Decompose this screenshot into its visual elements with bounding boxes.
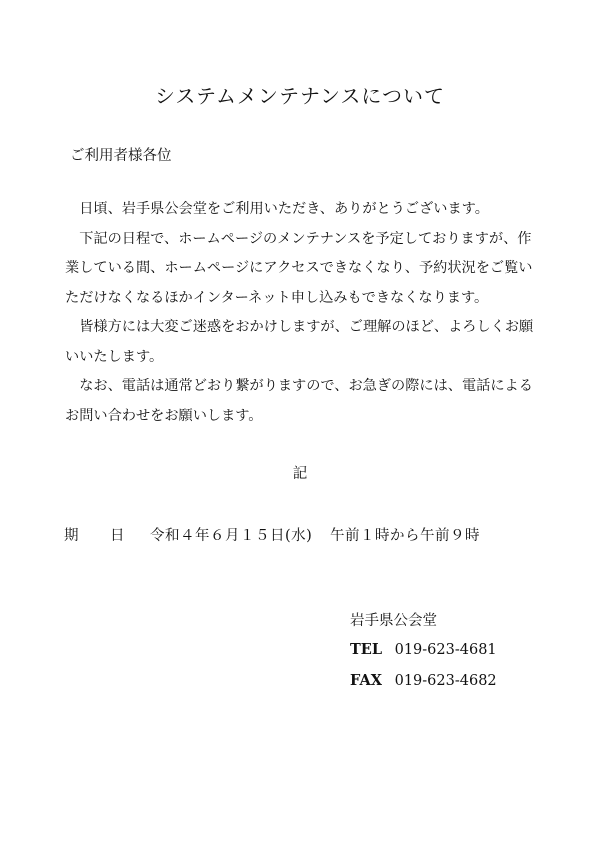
notice-title: システムメンテナンスについて (155, 84, 445, 108)
schedule-date: 令和４年６月１５日(水) (150, 528, 313, 544)
sender-tel (350, 641, 497, 658)
notice-body (65, 195, 535, 431)
schedule-label-part1: 期 (64, 528, 79, 544)
paragraph-phone-contact: なお、電話は通常どおり繋がりますので、お急ぎの際には、電話によるお問い合わせをお願いします。 (65, 378, 533, 424)
schedule-label-part2: 日 (110, 528, 125, 544)
tel-number: 019-623-4681 (394, 642, 497, 658)
fax-number: 019-623-4682 (394, 673, 497, 689)
paragraph-greeting: 日頃、岩手県公会堂をご利用いただき、ありがとうございます。 (65, 201, 489, 217)
schedule-time: 午前１時から午前９時 (330, 528, 480, 544)
ki-heading: 記 (292, 466, 308, 482)
addressee: ご利用者様各位 (70, 148, 172, 164)
fax-label: FAX (350, 672, 382, 689)
sender-name: 岩手県公会堂 (350, 613, 437, 629)
paragraph-apology: 皆様方には大変ご迷惑をおかけしますが、ご理解のほど、よろしくお願いいたします。 (65, 319, 534, 365)
paragraph-maintenance: 下記の日程で、ホームページのメンテナンスを予定しておりますが、作業している間、ホームページにアクセスできなくなり、予約状況をご覧いただけなくなるほかインターネット申し込みもできなくなります。 (65, 230, 533, 306)
tel-label: TEL (350, 641, 383, 658)
sender-fax (350, 672, 497, 689)
